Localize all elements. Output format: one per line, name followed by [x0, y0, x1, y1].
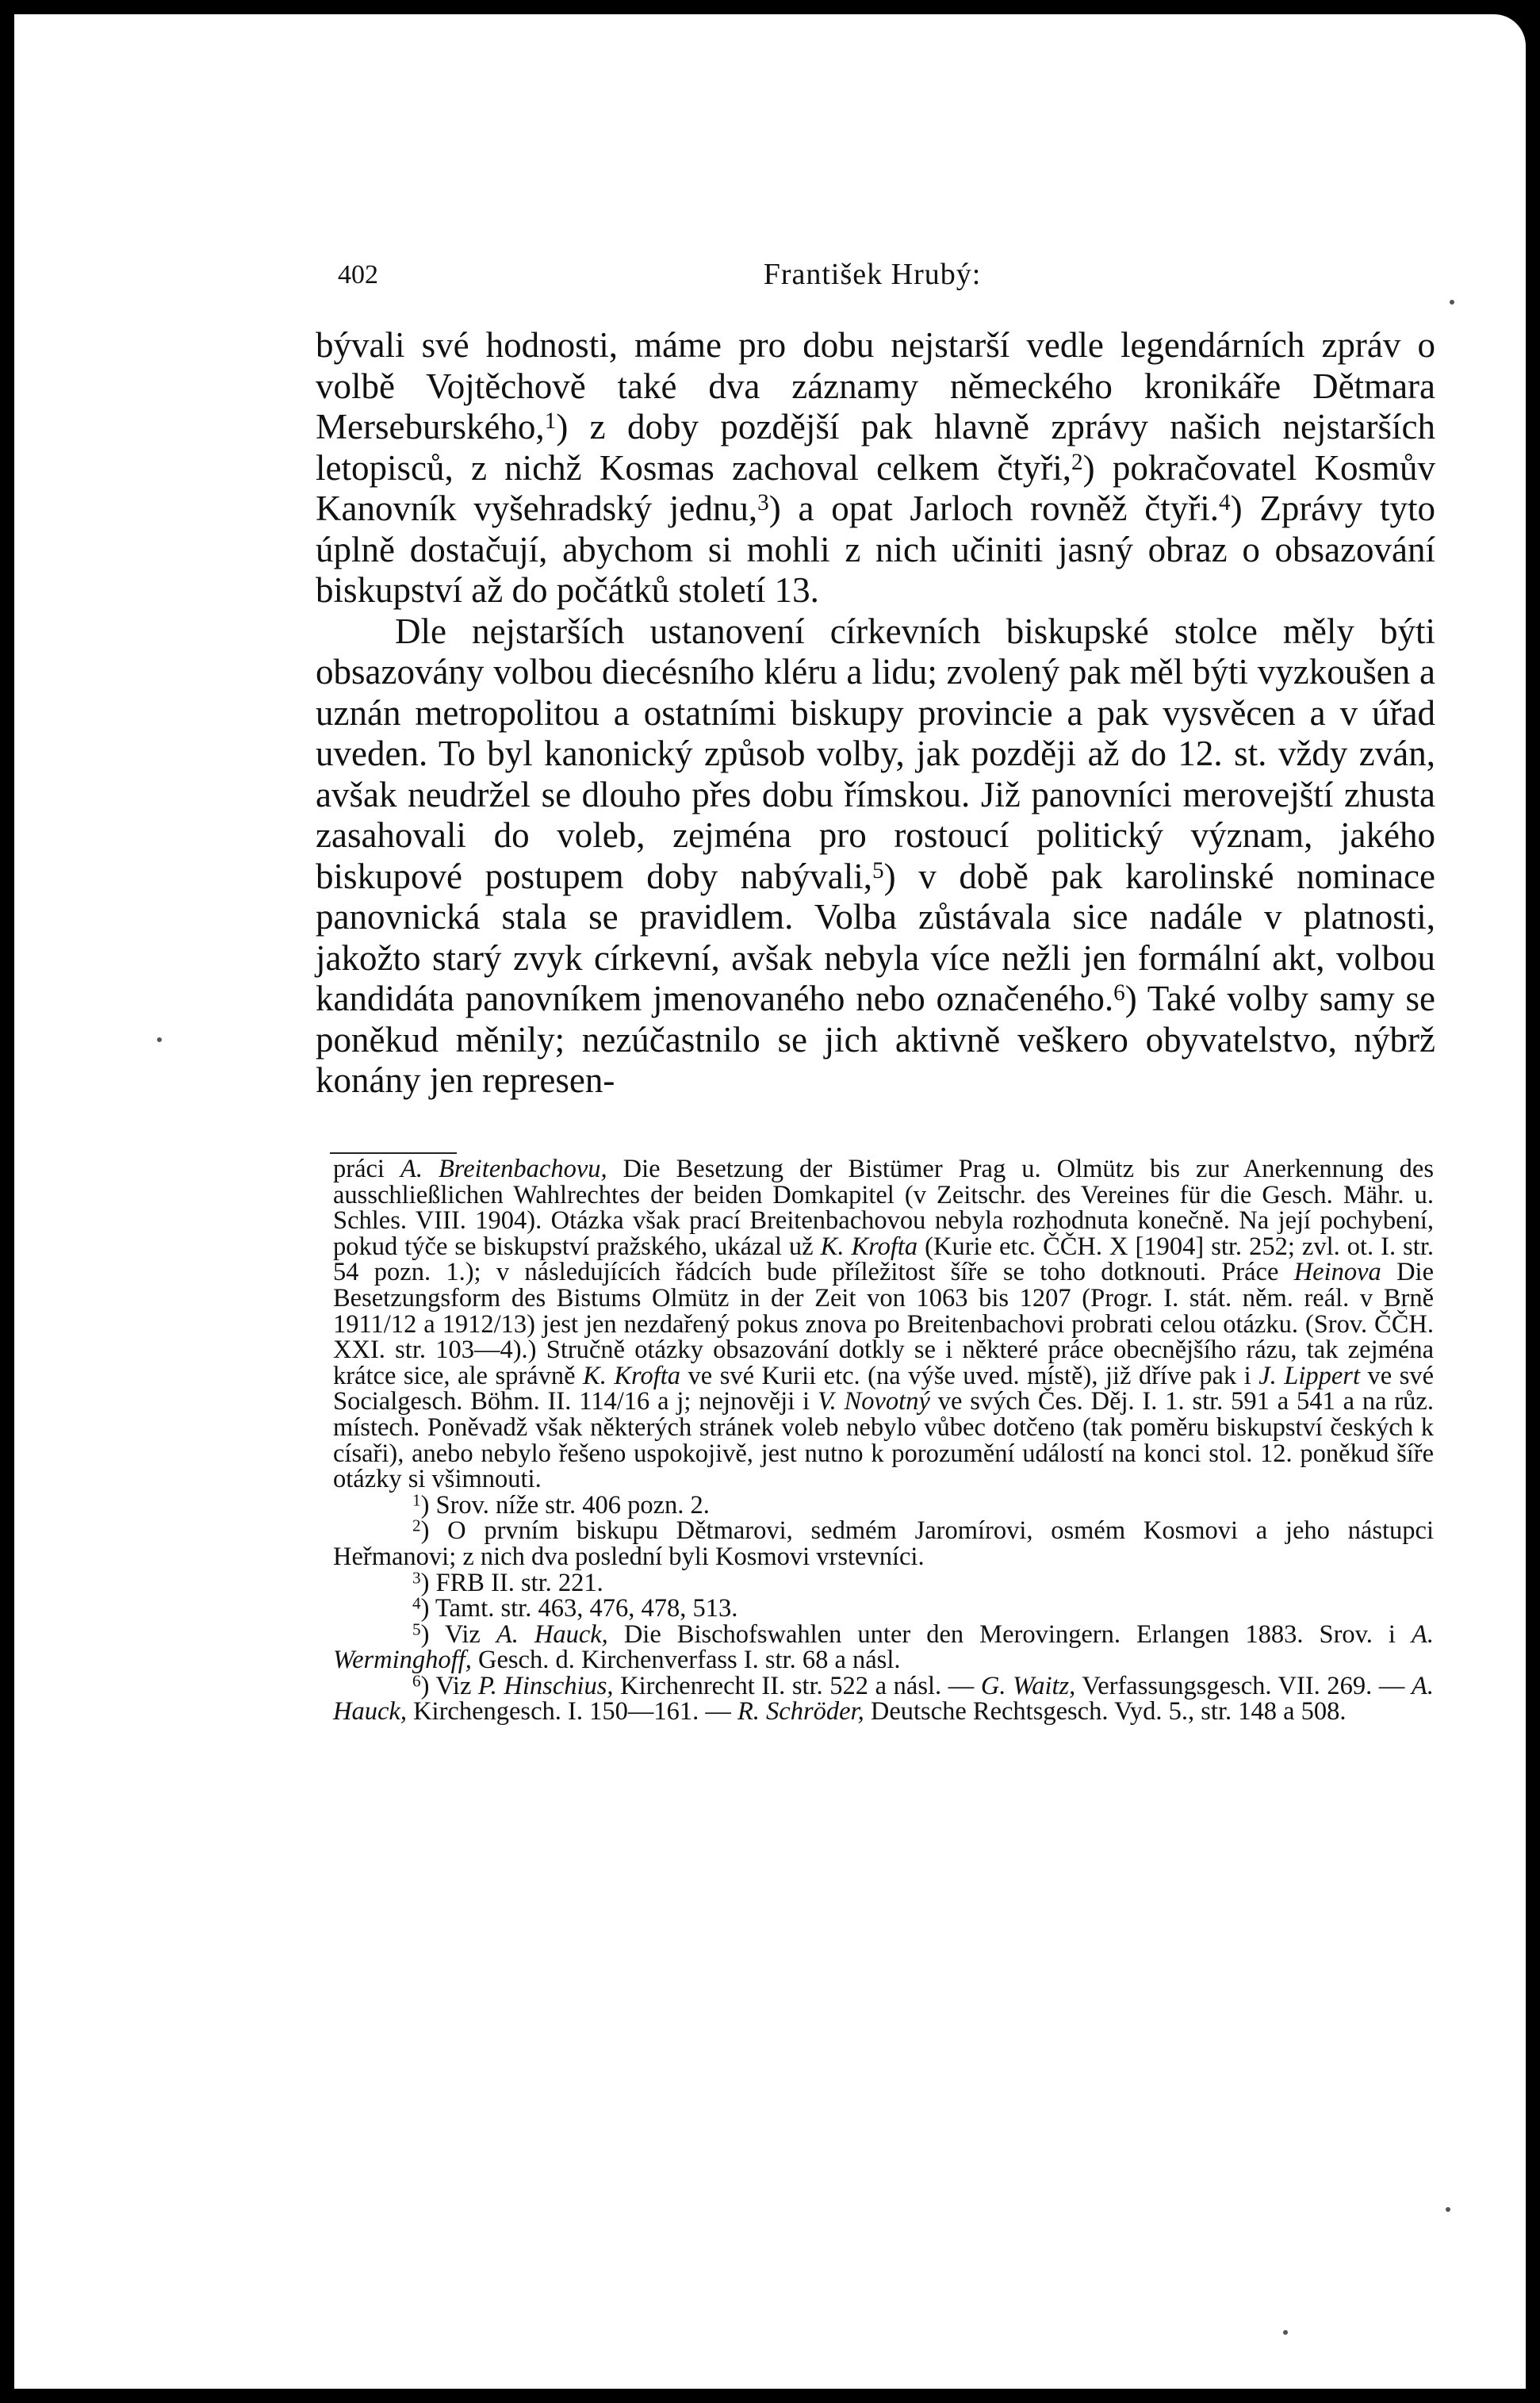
text-run: bývali své hodnosti, máme pro dobu nejstarší vedle legendárních zpráv o volbě Vojtěchově také dva záznamy německého kronikáře Dětmara Merseburského, — [316, 325, 1435, 446]
text-run: Verfassungsgesch. VII. 269. — — [1075, 1671, 1412, 1700]
text-run: ) v době pak karolinské nominace panovnická stala se pravidlem. Volba zůstávala sice nadále v platnosti, jakožto starý zvyk církevní, avšak nebyla více nežli jen formální akt, volbou kandidáta panovníkem jmenovaného nebo označeného. — [316, 856, 1435, 1018]
text-run: ) O prvním biskupu Dětmarovi, sedmém Jaromírovi, osmém Kosmovi a jeho nástupci Heřmanovi; z nich dva poslední byli Kosmovi vrstevníci. — [333, 1516, 1434, 1571]
text-run: Kirchenrecht II. str. 522 a násl. — — [613, 1671, 981, 1700]
footnote-2 — [333, 1518, 1434, 1569]
author-name: A. Hauck, — [496, 1619, 608, 1649]
text-run: Die Besetzungsform des Bistums Olmütz in der Zeit von 1063 bis 1207 (Progr. I. stát. něm. reál. v Brně 1911/12 a 1912/13) jest jen nezdařený pokus znova po Breitenbachovi probrati celou otázku. (Srov. ČČH. XXI. str. 103—4).) Stručně otázky obsazování dotkly se i některé práce obecnějšího rázu, tak zejména krátce sice, ale správně — [333, 1258, 1434, 1390]
author-name: P. Hinschius, — [478, 1671, 614, 1700]
text-run: Dle nejstarších ustanovení církevních biskupské stolce měly býti obsazovány volbou diecésního kléru a lidu; zvolený pak měl býti vyzkoušen a uznán metropolitou a ostatními biskupy provincie a pak vysvěcen a v úřad uveden. To byl kanonický způsob volby, jak později až do 12. st. vždy zván, avšak neudržel se dlouho přes dobu římskou. Již panovníci merovejští zhusta zasahovali do voleb, zejména pro rostoucí politický význam, jakého biskupové postupem doby nabývali, — [316, 611, 1435, 896]
footnote-1 — [333, 1490, 1434, 1520]
footnote-mark: 6 — [412, 1671, 421, 1691]
running-title: František Hrubý: — [763, 258, 982, 291]
text-run: ) a opat Jarloch rovněž čtyři. — [768, 489, 1219, 528]
page-number: 402 — [338, 260, 378, 289]
text-run: ) Také volby samy se poněkud měnily; nezúčastnilo se jich aktivně veškero obyvatelstvo, nýbrž konány jen represen- — [316, 979, 1435, 1100]
text-run: ve svých Čes. Děj. I. 1. str. 591 a 541 a na růz. místech. Poněvadž však některých stránek voleb nebylo vůbec dotčeno (tak poměru biskupství českých k císaři), anebo nebylo řešeno uspokojivě, jest nutno k porozumění událostí na konci stol. 12. poněkud šíře otázky si všimnouti. — [333, 1387, 1434, 1494]
footnote-divider — [330, 1152, 457, 1154]
book-page — [14, 14, 1526, 2389]
footnotes — [333, 1156, 1434, 1725]
text-run: ) Viz — [420, 1671, 479, 1700]
paper-speck — [1450, 300, 1454, 305]
text-run: práci — [333, 1155, 400, 1183]
text-run: Die Besetzung der Bistümer Prag u. Olmütz bis zur Anerkennung des ausschließlichen Wahlrechtes der beiden Domkapitel (v Zeitschr. des Vereines für die Gesch. Mähr. u. Schles. VIII. 1904). Otázka však prací Breitenbachovou nebyla rozhodnuta konečně. Na její pochybení, pokud týče se biskupství pražského, ukázal už — [333, 1155, 1435, 1261]
author-name: K. Krofta — [820, 1232, 918, 1261]
paper-speck — [1283, 2330, 1288, 2335]
author-name: R. Schröder, — [737, 1697, 864, 1727]
author-name: A. Hauck, — [333, 1671, 1434, 1727]
footnote-ref: 5 — [872, 857, 884, 883]
author-name: G. Waitz, — [980, 1671, 1076, 1700]
text-run: ) Viz — [420, 1619, 496, 1649]
text-run: (Kurie etc. ČČH. X [1904] str. 252; zvl. ot. I. str. 54 pozn. 1.); v následujících řádcích bude příležitost šíře se toho dotknouti. Práce — [333, 1232, 1434, 1287]
author-name: Heinova — [1293, 1258, 1381, 1287]
author-name: K. Krofta — [583, 1361, 681, 1390]
paper-speck — [157, 1037, 162, 1042]
paper-speck — [1446, 2207, 1450, 2212]
footnote-continued — [333, 1156, 1434, 1493]
text-run: Die Bischofswahlen unter den Merovingern. Erlangen 1883. Srov. i — [607, 1619, 1412, 1649]
footnote-6 — [333, 1673, 1434, 1725]
footnote-ref: 2 — [1071, 449, 1083, 475]
text-run: ve své Socialgesch. Böhm. II. 114/16 a j; nejnověji i — [333, 1361, 1435, 1416]
text-run: ) pokračovatel Kosmův Kanovník vyšehradský jednu, — [316, 447, 1435, 528]
text-run: ve své Kurii etc. (na výše uved. místě), již dříve pak i — [680, 1361, 1259, 1390]
text-run: Kirchengesch. I. 150—161. — — [406, 1697, 737, 1727]
footnote-3 — [333, 1570, 1434, 1596]
text-run: Gesch. d. Kirchenverfass I. str. 68 a násl. — [471, 1646, 901, 1675]
footnote-mark: 1 — [412, 1490, 421, 1510]
main-text — [316, 325, 1435, 1102]
footnote-5 — [333, 1619, 1434, 1675]
paragraph — [316, 611, 1435, 1102]
footnote-mark: 3 — [412, 1568, 421, 1587]
footnote-mark: 4 — [412, 1593, 421, 1613]
text-run: Deutsche Rechtsgesch. Vyd. 5., str. 148 a 508. — [864, 1697, 1347, 1727]
text-run: ) FRB II. str. 221. — [420, 1568, 603, 1597]
author-name: A. Werminghoff, — [333, 1619, 1434, 1675]
footnote-4 — [333, 1593, 1434, 1623]
footnote-mark: 2 — [412, 1516, 421, 1535]
page-header — [309, 252, 1435, 292]
footnote-ref: 3 — [757, 489, 769, 515]
text-run: ) z doby pozdější pak hlavně zprávy našich nejstarších letopisců, z nichž Kosmas zachoval celkem čtyři, — [316, 407, 1435, 488]
footnote-ref: 4 — [1218, 489, 1231, 515]
text-run: ) Zprávy tyto úplně dostačují, abychom si mohli z nich učiniti jasný obraz o obsazování biskupství až do počátků století 13. — [316, 489, 1436, 610]
text-run: ) Srov. níže str. 406 pozn. 2. — [420, 1490, 710, 1520]
paragraph — [316, 325, 1435, 611]
footnote-ref: 1 — [544, 408, 557, 434]
footnote-ref: 6 — [1113, 979, 1125, 1006]
footnote-mark: 5 — [412, 1619, 421, 1639]
author-name: A. Breitenbachovu, — [400, 1155, 607, 1183]
text-run: ) Tamt. str. 463, 476, 478, 513. — [420, 1594, 738, 1623]
author-name: J. Lippert — [1258, 1361, 1360, 1390]
author-name: V. Novotný — [817, 1387, 930, 1416]
